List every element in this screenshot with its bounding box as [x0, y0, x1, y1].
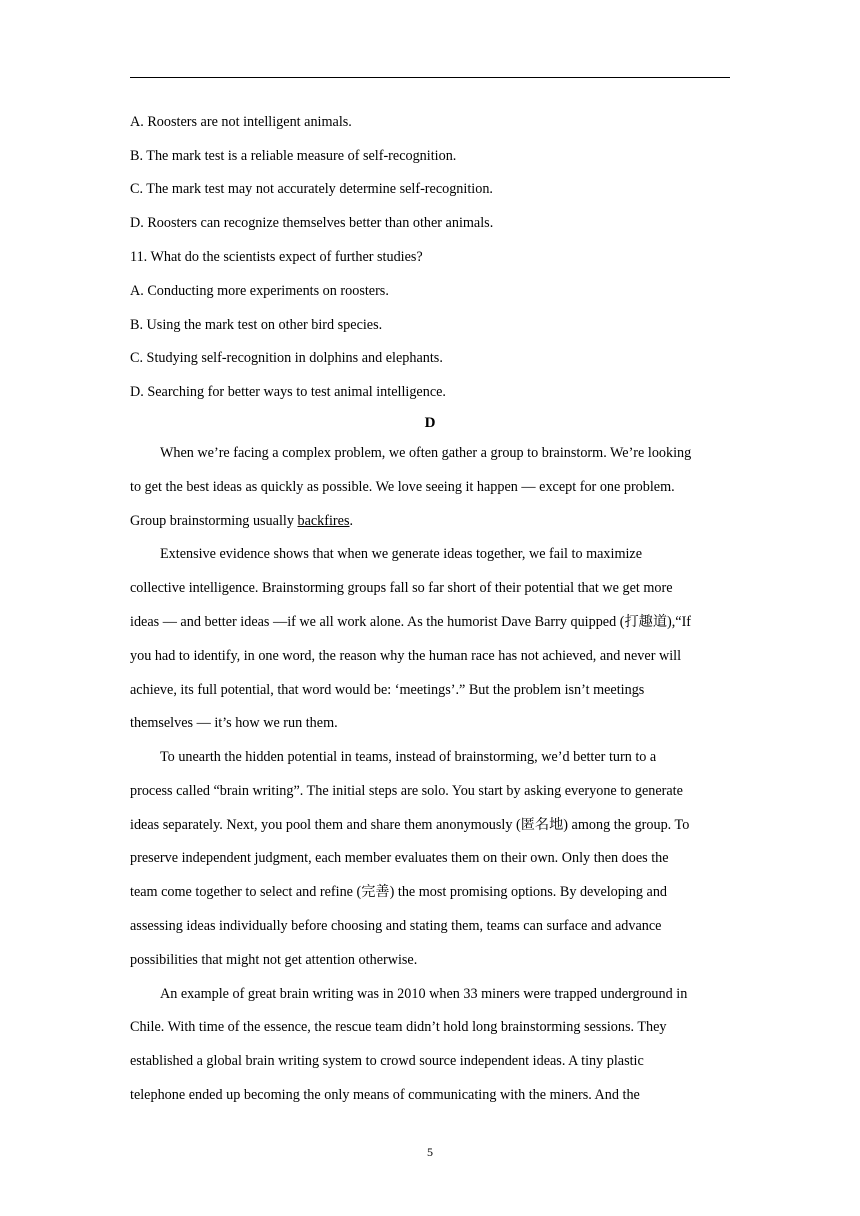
passage-line: to get the best ideas as quickly as possible. We love seeing it happen — except for one problem.	[130, 479, 675, 495]
passage-line	[130, 511, 730, 531]
q11-stem: 11. What do the scientists expect of further studies?	[130, 249, 423, 265]
q10-option-b: B. The mark test is a reliable measure of self-recognition.	[130, 148, 457, 164]
passage-line: process called “brain writing”. The initial steps are solo. You start by asking everyone to generate	[130, 783, 683, 799]
header-rule	[130, 77, 730, 78]
passage-line: achieve, its full potential, that word would be: ‘meetings’.” But the problem isn’t meetings	[130, 682, 645, 698]
q11-option-c: C. Studying self-recognition in dolphins and elephants.	[130, 350, 443, 366]
section-title: D	[424, 415, 436, 431]
page-number: 5	[427, 1145, 433, 1159]
passage-line: When we’re facing a complex problem, we often gather a group to brainstorm. We’re looking	[160, 445, 692, 461]
q10-option-c: C. The mark test may not accurately determine self-recognition.	[130, 181, 493, 197]
q11-option-a: A. Conducting more experiments on roosters.	[130, 283, 389, 299]
passage-line: established a global brain writing system to crowd source independent ideas. A tiny plastic	[130, 1053, 644, 1069]
q10-option-a: A. Roosters are not intelligent animals.	[130, 114, 352, 130]
passage-line: telephone ended up becoming the only means of communicating with the miners. And the	[130, 1087, 640, 1103]
passage-line: you had to identify, in one word, the reason why the human race has not achieved, and never will	[130, 648, 682, 664]
passage-line: Chile. With time of the essence, the rescue team didn’t hold long brainstorming sessions. They	[130, 1019, 667, 1035]
passage-line: ideas — and better ideas —if we all work alone. As the humorist Dave Barry quipped (打趣道),“If	[130, 614, 692, 630]
passage-line: ideas separately. Next, you pool them and share them anonymously (匿名地) among the group. To	[130, 817, 690, 833]
q11-option-d: D. Searching for better ways to test animal intelligence.	[130, 384, 446, 400]
passage-line: themselves — it’s how we run them.	[130, 715, 338, 731]
passage-text: Group brainstorming usually	[130, 513, 298, 529]
underlined-word: backfires	[297, 513, 350, 529]
passage-line: team come together to select and refine (完善) the most promising options. By developing and	[130, 884, 668, 900]
passage-line: Extensive evidence shows that when we generate ideas together, we fail to maximize	[160, 546, 643, 562]
passage-line: possibilities that might not get attention otherwise.	[130, 952, 418, 968]
passage-line: An example of great brain writing was in 2010 when 33 miners were trapped underground in	[160, 986, 688, 1002]
passage-line: collective intelligence. Brainstorming groups fall so far short of their potential that we get more	[130, 580, 673, 596]
q11-option-b: B. Using the mark test on other bird species.	[130, 317, 383, 333]
passage-line: preserve independent judgment, each member evaluates them on their own. Only then does the	[130, 850, 669, 866]
passage-line: assessing ideas individually before choosing and stating them, teams can surface and advance	[130, 918, 662, 934]
q10-option-d: D. Roosters can recognize themselves better than other animals.	[130, 215, 494, 231]
passage-text: .	[349, 513, 354, 529]
passage-line: To unearth the hidden potential in teams, instead of brainstorming, we’d better turn to a	[160, 749, 657, 765]
